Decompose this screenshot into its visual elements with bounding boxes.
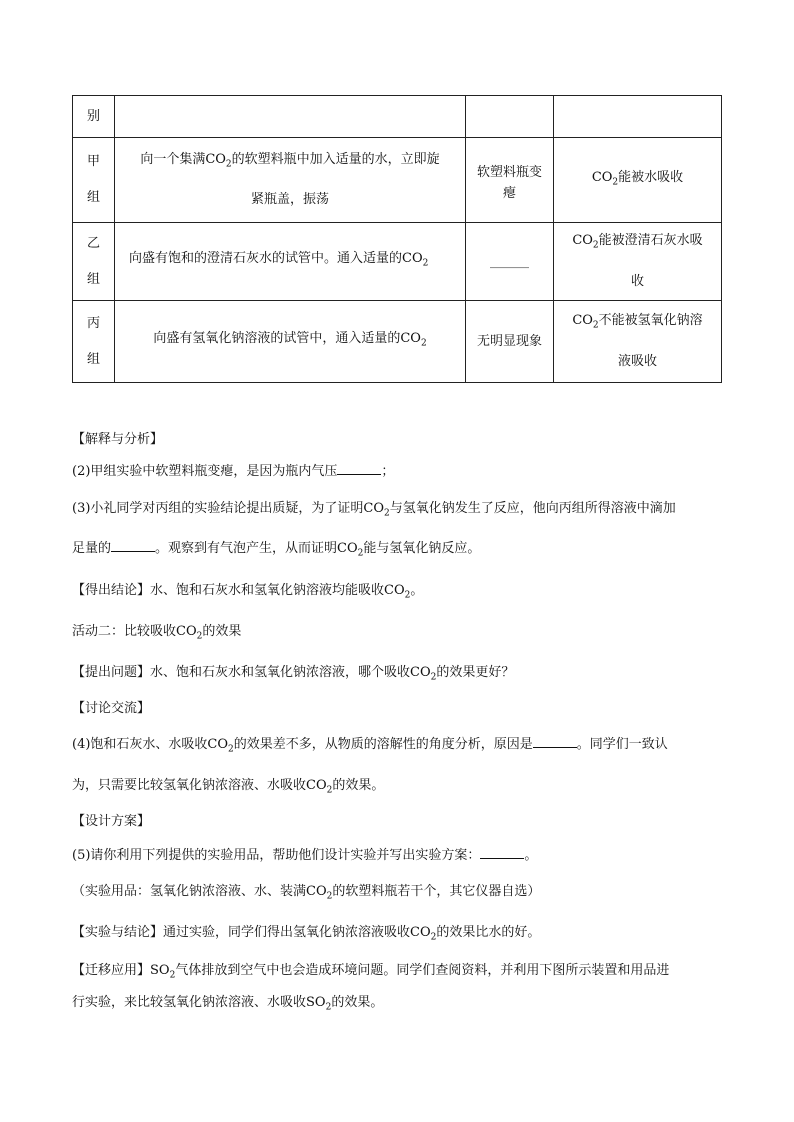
question-2: (2)甲组实验中软塑料瓶变瘪，是因为瓶内气压 ； bbox=[72, 464, 395, 479]
phenomenon-cell: ______ bbox=[466, 223, 554, 301]
answer-blank bbox=[533, 737, 577, 748]
conclusion-cell: $CO_2$能被澄清石灰水吸 收 bbox=[554, 223, 722, 301]
table-row bbox=[73, 223, 722, 301]
question-3: (3)小礼同学对丙组的实验结论提出质疑，为了证明$CO_2$与氢氧化钠发生了反应，他向丙组所得溶液中滴加 bbox=[72, 501, 676, 519]
phenomenon-cell: 无明显现象 bbox=[466, 301, 554, 383]
conclusion-cell bbox=[554, 96, 722, 138]
conclusion-cell: $CO_2$能被水吸收 bbox=[554, 138, 722, 223]
section-heading-design: 【设计方案】 bbox=[72, 814, 151, 829]
answer-blank bbox=[337, 464, 381, 475]
section-heading-discussion: 【讨论交流】 bbox=[72, 701, 151, 716]
table-row bbox=[73, 301, 722, 383]
question-3-cont: 足量的 。观察到有气泡产生，从而证明$CO_2$能与氢氧化钠反应。 bbox=[72, 541, 481, 559]
phenomenon-cell: 软塑料瓶变 瘪 bbox=[466, 138, 554, 223]
conclusion-cell: $CO_2$不能被氢氧化钠溶 液吸收 bbox=[554, 301, 722, 383]
group-cell: 丙 组 bbox=[73, 301, 115, 383]
answer-blank bbox=[111, 541, 155, 552]
procedure-cell: 向盛有氢氧化钠溶液的试管中，通入适量的$CO_2$ bbox=[115, 301, 466, 383]
procedure-cell bbox=[115, 96, 466, 138]
transfer-application-cont: 行实验，来比较氢氧化钠浓溶液、水吸收$SO_2$的效果。 bbox=[72, 995, 384, 1013]
section-heading-analysis: 【解释与分析】 bbox=[72, 432, 164, 447]
activity-two-heading: 活动二：比较吸收$CO_2$的效果 bbox=[72, 624, 242, 642]
question-4: (4)饱和石灰水、水吸收$CO_2$的效果差不多，从物质的溶解性的角度分析，原因是 。同学们一致认 bbox=[72, 737, 668, 755]
phenomenon-cell bbox=[466, 96, 554, 138]
group-cell: 别 bbox=[73, 96, 115, 138]
transfer-application: 【迁移应用】$SO_2$气体排放到空气中也会造成环境问题。同学们查阅资料，并利用下图所示装置和用品进 bbox=[72, 963, 670, 981]
group-cell: 甲 组 bbox=[73, 138, 115, 223]
table-row bbox=[73, 96, 722, 138]
question-5: (5)请你利用下列提供的实验用品，帮助他们设计实验并写出实验方案： 。 bbox=[72, 848, 538, 863]
materials-note: （实验用品：氢氧化钠浓溶液、水、装满$CO_2$的软塑料瓶若干个，其它仪器自选） bbox=[72, 884, 541, 902]
experiment-conclusion: 【实验与结论】通过实验，同学们得出氢氧化钠浓溶液吸收$CO_2$的效果比水的好。 bbox=[72, 925, 541, 943]
procedure-cell: 向一个集满$CO_2$的软塑料瓶中加入适量的水，立即旋 紧瓶盖，振荡 bbox=[115, 138, 466, 223]
question-4-cont: 为，只需要比较氢氧化钠浓溶液、水吸收$CO_2$的效果。 bbox=[72, 778, 385, 796]
experiment-table bbox=[72, 95, 722, 383]
question-raised: 【提出问题】水、饱和石灰水和氢氧化钠浓溶液，哪个吸收$CO_2$的效果更好？ bbox=[72, 665, 515, 683]
answer-blank bbox=[480, 848, 524, 859]
conclusion-line: 【得出结论】水、饱和石灰水和氢氧化钠溶液均能吸收$CO_2$。 bbox=[72, 583, 424, 601]
table-row bbox=[73, 138, 722, 223]
procedure-cell: 向盛有饱和的澄清石灰水的试管中。通入适量的$CO_2$ bbox=[115, 223, 466, 301]
group-cell: 乙 组 bbox=[73, 223, 115, 301]
